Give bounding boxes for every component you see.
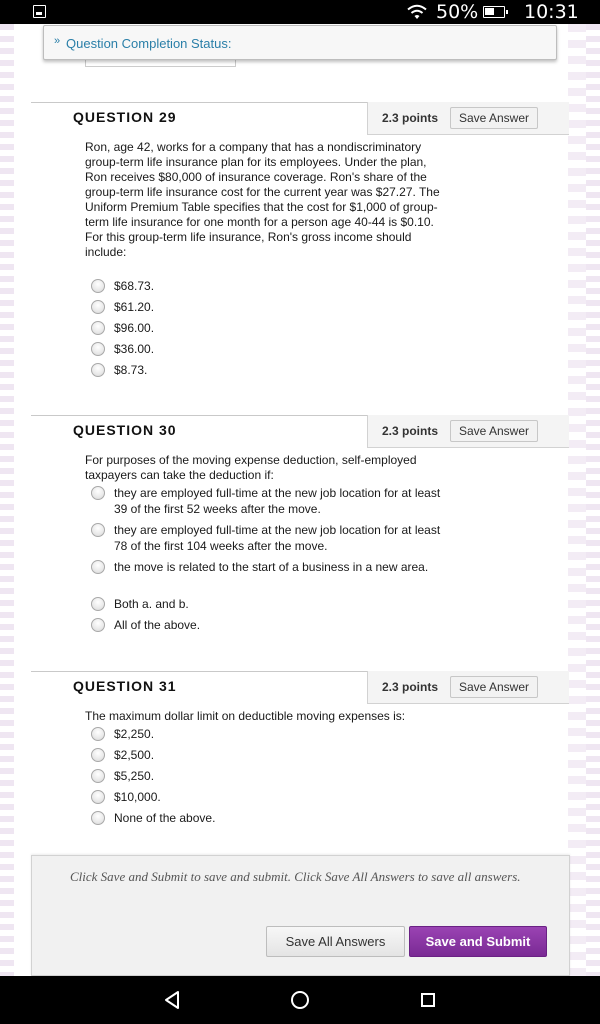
home-icon[interactable] xyxy=(291,991,309,1009)
question-text: For purposes of the moving expense deduction, self-employed taxpayers can take the deduction if: xyxy=(85,453,417,482)
option-label: $96.00. xyxy=(114,321,155,335)
radio-button[interactable] xyxy=(91,560,105,574)
option-label: they are employed full-time at the new job location for at least 78 of the first 104 weeks after the move. xyxy=(114,523,441,553)
radio-button[interactable] xyxy=(91,342,105,356)
radio-button[interactable] xyxy=(91,748,105,762)
right-edge-pattern xyxy=(586,24,600,976)
chevron-down-icon: » xyxy=(54,35,61,47)
left-background-pattern xyxy=(0,24,14,976)
option-label: $61.20. xyxy=(114,300,155,314)
radio-button[interactable] xyxy=(91,363,105,377)
right-background-pattern xyxy=(568,24,586,976)
radio-button[interactable] xyxy=(91,618,105,632)
radio-button[interactable] xyxy=(91,769,105,783)
option-label: $36.00. xyxy=(114,342,155,356)
battery-icon xyxy=(483,6,505,18)
question-points: 2.3 points xyxy=(382,111,439,125)
save-answer-button[interactable]: Save Answer xyxy=(450,420,538,442)
question-points: 2.3 points xyxy=(382,424,439,438)
points-box xyxy=(367,102,569,135)
android-status-bar xyxy=(0,0,600,24)
radio-button[interactable] xyxy=(91,321,105,335)
option-label: All of the above. xyxy=(114,618,201,632)
gallery-notification-icon xyxy=(33,5,46,18)
option-label: Both a. and b. xyxy=(114,597,189,611)
option-label: $5,250. xyxy=(114,769,155,783)
radio-button[interactable] xyxy=(91,811,105,825)
option-label: they are employed full-time at the new job location for at least 39 of the first 52 weeks after the move. xyxy=(114,486,441,516)
option-label: $10,000. xyxy=(114,790,161,804)
android-navigation-bar xyxy=(0,976,600,1024)
radio-button[interactable] xyxy=(91,790,105,804)
points-box xyxy=(367,671,569,704)
wifi-icon xyxy=(405,3,429,21)
completion-status-label: Question Completion Status: xyxy=(66,36,232,51)
question-title: QUESTION 31 xyxy=(73,678,177,694)
recents-icon[interactable] xyxy=(421,993,435,1007)
battery-percentage: 50% xyxy=(436,1,479,23)
save-answer-button[interactable]: Save Answer xyxy=(450,107,538,129)
radio-button[interactable] xyxy=(91,279,105,293)
question-text: The maximum dollar limit on deductible moving expenses is: xyxy=(85,709,406,723)
submit-instructions: Click Save and Submit to save and submit. Click Save All Answers to save all answers. xyxy=(70,869,521,884)
radio-button[interactable] xyxy=(91,486,105,500)
clock: 10:31 xyxy=(524,1,579,23)
save-all-answers-button[interactable]: Save All Answers xyxy=(266,926,405,957)
option-label: the move is related to the start of a business in a new area. xyxy=(114,560,429,574)
radio-button[interactable] xyxy=(91,300,105,314)
radio-button[interactable] xyxy=(91,727,105,741)
option-label: $68.73. xyxy=(114,279,155,293)
question-title: QUESTION 30 xyxy=(73,422,177,438)
question-title: QUESTION 29 xyxy=(73,109,177,125)
submit-panel xyxy=(31,855,570,976)
option-label: $2,500. xyxy=(114,748,155,762)
question-points: 2.3 points xyxy=(382,680,439,694)
save-and-submit-button[interactable]: Save and Submit xyxy=(409,926,547,957)
points-box xyxy=(367,415,569,448)
back-icon[interactable] xyxy=(163,990,181,1010)
radio-button[interactable] xyxy=(91,597,105,611)
option-label: $8.73. xyxy=(114,363,148,377)
option-label: None of the above. xyxy=(114,811,216,825)
save-answer-button[interactable]: Save Answer xyxy=(450,676,538,698)
question-text: Ron, age 42, works for a company that has a nondiscriminatory group-term life insurance plan for its employees. Under the plan, Ron receives $80,000 of insurance coverage. Ron's share of the group-term life insurance cost for the current year was $27.27. The Uniform Premium Table specifies that the cost for $1,000 of group-term life insurance for one month for a person age 40-44 is $0.10. For this group-term life insurance, Ron's gross income should include: xyxy=(85,140,440,259)
question-completion-status[interactable] xyxy=(43,25,557,60)
option-label: $2,250. xyxy=(114,727,155,741)
radio-button[interactable] xyxy=(91,523,105,537)
